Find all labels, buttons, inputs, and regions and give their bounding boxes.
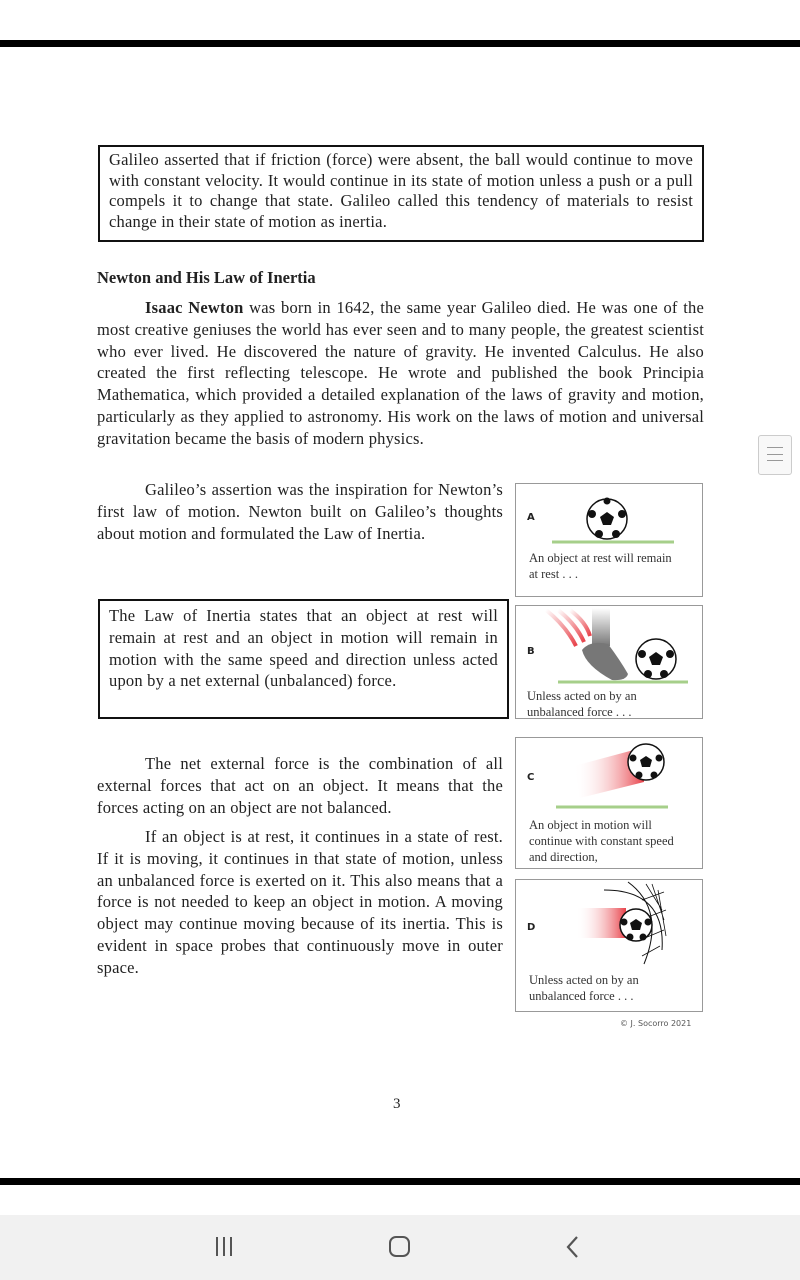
figure-caption: Unless acted on by an unbalanced force . . . [529,973,639,1003]
top-divider [0,40,800,47]
figure-c [515,737,703,869]
figure-a [515,483,703,597]
net-force-paragraph: The net external force is the combination of all external forces that act on an object. It means that the forces acting on an object are not balanced. [97,754,503,817]
back-button[interactable] [566,1236,580,1258]
galileo-assertion-paragraph: Galileo’s assertion was the inspiration for Newton’s first law of motion. Newton built on Galileo’s thoughts about motion and formulated the Law of Inertia. [97,480,503,543]
recent-apps-button[interactable] [215,1237,235,1256]
figure-b [515,605,703,719]
figure-caption: An object at rest will remain at rest . . . [529,551,672,581]
figure-label: B [527,646,535,657]
law-of-inertia-box: The Law of Inertia states that an object at rest will remain at rest and an object in motion will remain in motion with the same speed and direction unless acted upon by a net external (unbalanced) force. [98,599,509,719]
section-heading: Newton and His Law of Inertia [97,268,316,287]
figure-label: C [527,772,535,783]
back-chevron-icon [566,1236,580,1258]
figure-label: D [527,922,536,933]
android-nav-bar [0,1215,800,1280]
bottom-divider [0,1178,800,1185]
menu-lines-icon [767,447,783,461]
page-number: 3 [393,1096,401,1112]
figure-label: A [527,512,535,523]
newton-paragraph [97,297,704,450]
galileo-box: Galileo asserted that if friction (force) were absent, the ball would continue to move with constant velocity. It would continue in its state of motion unless a push or a pull compels it to change that state. Galileo called this tendency of materials to resist change in their state of motion as inertia. [98,145,704,242]
scroll-handle[interactable] [758,435,792,475]
copyright: © J. Socorro 2021 [620,1019,692,1028]
home-button[interactable] [389,1236,410,1257]
figure-d [515,879,703,1012]
figure-caption: An object in motion will continue with constant speed and direction, [529,818,674,864]
inertia-paragraph: If an object is at rest, it continues in a state of rest. If it is moving, it continues in that state of motion, unless an unbalanced force is exerted on it. This also means that a force is not needed to keep an object in motion. A moving object may continue moving because of its inertia. This is evident in space probes that continuously move in outer space. [97,827,503,977]
newton-text: was born in 1642, the same year Galileo died. He was one of the most creative geniuses the world has ever seen and to many people, the greatest scientist who ever lived. He discovered the nature of gravity. He invented Calculus. He also created the first reflecting telescope. He wrote and published the book Principia Mathematica, which provided a detailed explanation of the laws of gravity and motion, particularly as they applied to astronomy. His work on the laws of motion and universal gravitation became the basis of modern physics. [97,298,704,448]
recent-apps-icon [215,1237,235,1256]
figure-caption: Unless acted on by an unbalanced force . . . [527,689,637,719]
newton-name: Isaac Newton [145,298,244,317]
